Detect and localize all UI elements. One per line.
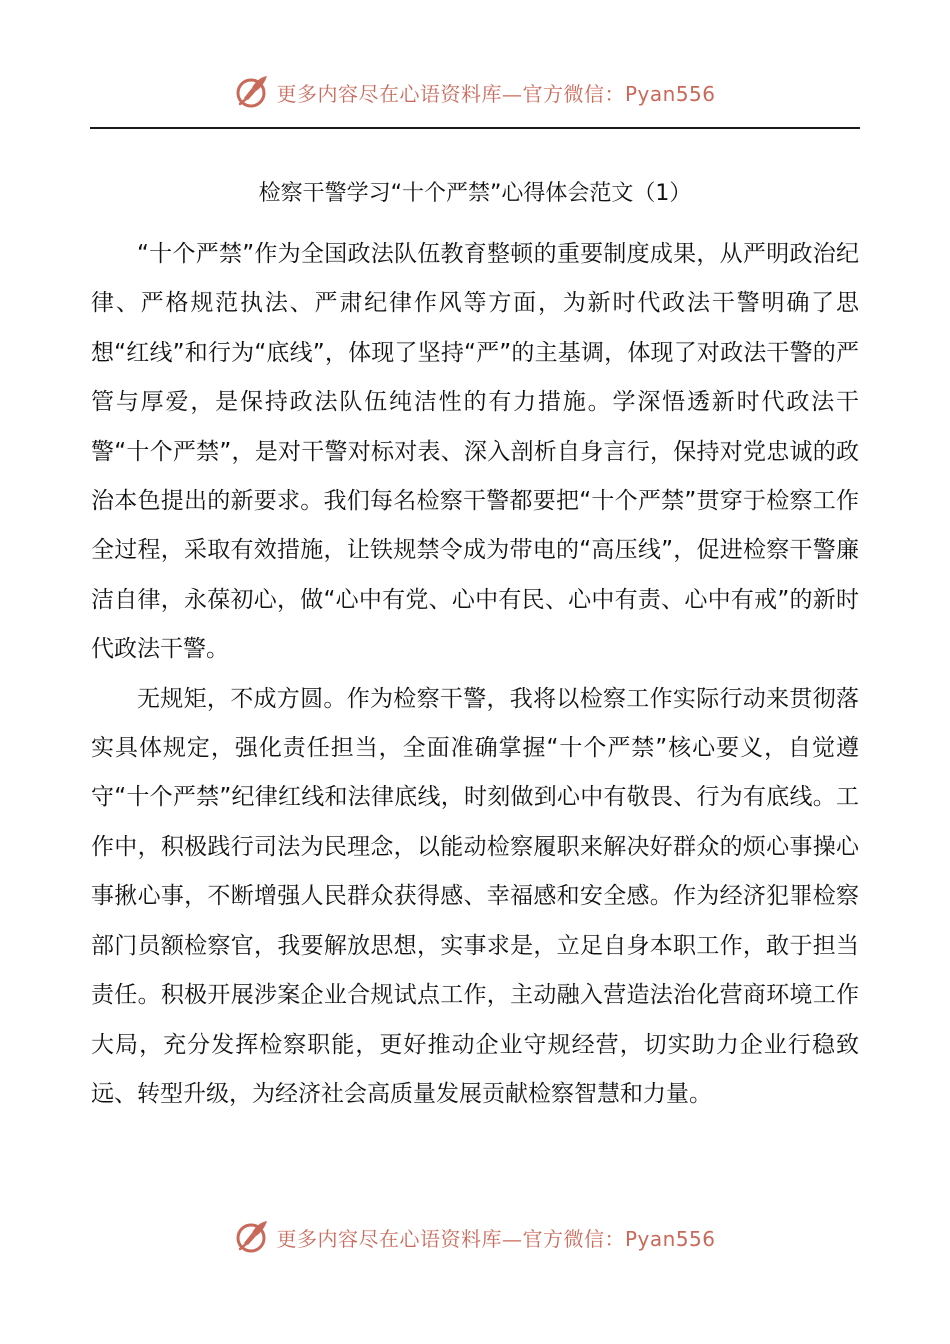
footer-banner-contact: Pyan556 — [624, 1226, 716, 1251]
header-banner — [0, 72, 950, 112]
document-title: 检察干警学习“十个严禁”心得体会范文（1） — [258, 181, 692, 206]
quill-pen-logo-icon — [234, 74, 270, 110]
document-body — [91, 230, 859, 1119]
header-banner-contact: Pyan556 — [624, 81, 716, 106]
header-divider — [90, 127, 860, 129]
body-paragraph-1: “十个严禁”作为全国政法队伍教育整顿的重要制度成果，从严明政治纪律、严格规范执法、严肃纪律作风等方面，为新时代政法干警明确了思想“红线”和行为“底线”，体现了坚持“严”的主基调，体现了对政法干警的严管与厚爱，是保持政法队伍纯洁性的有力措施。学深悟透新时代政法干警“十个严禁”，是对干警对标对表、深入剖析自身言行，保持对党忠诚的政治本色提出的新要求。我们每名检察干警都要把“十个严禁”贯穿于检察工作全过程，采取有效措施，让铁规禁令成为带电的“高压线”，促进检察干警廉洁自律，永葆初心，做“心中有党、心中有民、心中有责、心中有戒”的新时代政法干警。 — [91, 241, 859, 663]
header-banner-text: 更多内容尽在心语资料库—官方微信：Pyan556 — [276, 81, 716, 106]
footer-banner — [0, 1217, 950, 1257]
footer-banner-text: 更多内容尽在心语资料库—官方微信：Pyan556 — [276, 1226, 716, 1251]
quill-pen-logo-icon — [234, 1219, 270, 1255]
body-paragraph-2: 无规矩，不成方圆。作为检察干警，我将以检察工作实际行动来贯彻落实具体规定，强化责任担当，全面准确掌握“十个严禁”核心要义，自觉遵守“十个严禁”纪律红线和法律底线，时刻做到心中有敬畏、行为有底线。工作中，积极践行司法为民理念，以能动检察履职来解决好群众的烦心事操心事揪心事，不断增强人民群众获得感、幸福感和安全感。作为经济犯罪检察部门员额检察官，我要解放思想，实事求是，立足自身本职工作，敢于担当责任。积极开展涉案企业合规试点工作，主动融入营造法治化营商环境工作大局，充分发挥检察职能，更好推动企业守规经营，切实助力企业行稳致远、转型升级，为经济社会高质量发展贡献检察智慧和力量。 — [91, 685, 859, 1107]
